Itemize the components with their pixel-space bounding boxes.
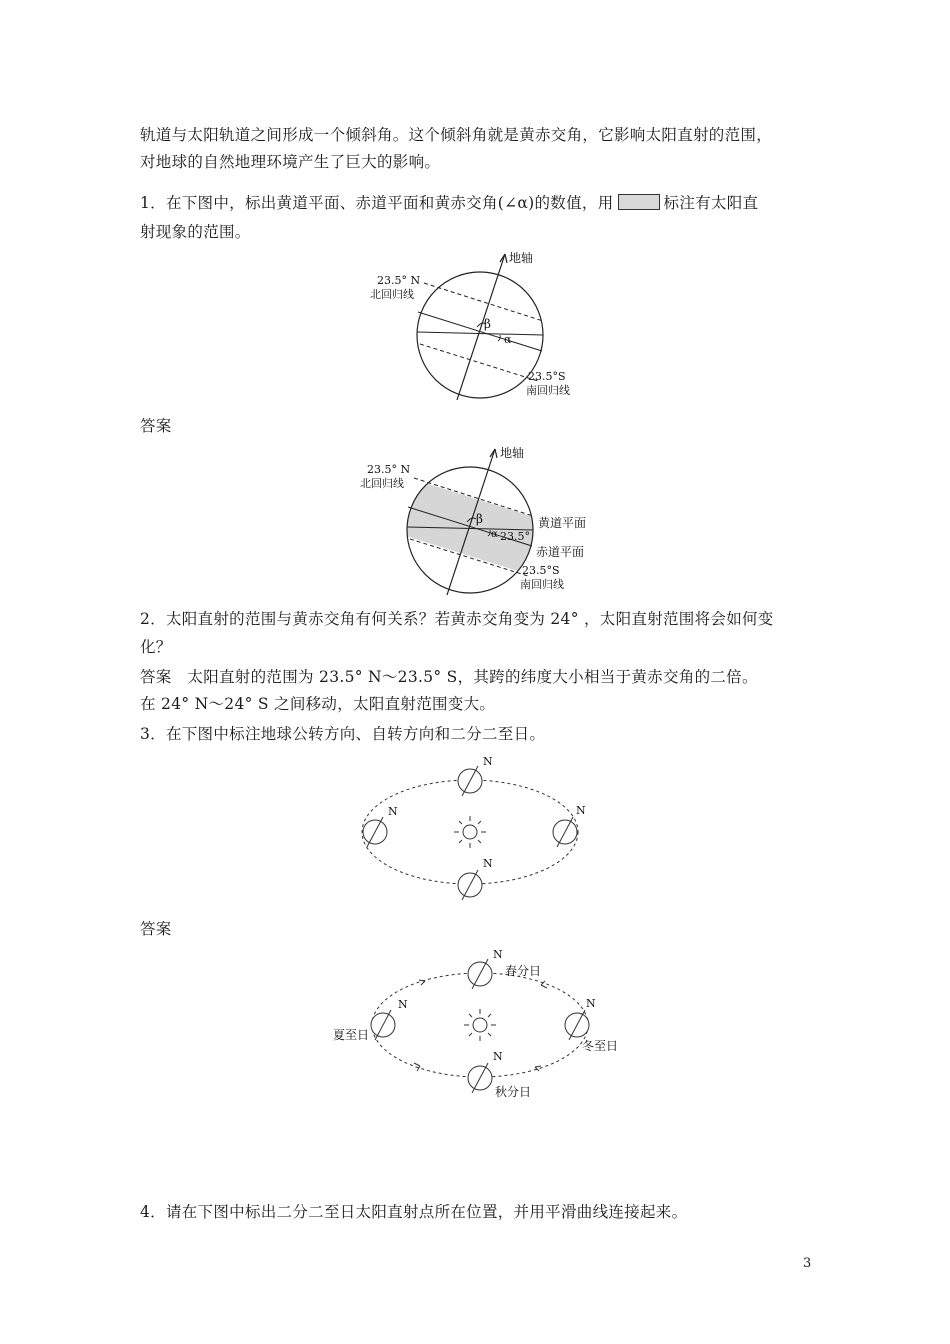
question-2-line-1: 2．太阳直射的范围与黄赤交角有何关系？若黄赤交角变为 24° ，太阳直射范围将会如何变 [140,610,774,628]
label-equator: 赤道平面 [536,545,585,559]
label-n-top: N [483,755,493,768]
earth-spring [468,959,492,989]
answer-2-line-2: 在 24° N～24° S 之间移动，太阳直射范围变大。 [140,695,496,713]
page-number: 3 [803,1256,812,1271]
sun-icon [454,816,486,848]
label-axis: 地轴 [500,446,525,460]
shaded-swatch-icon [618,194,660,210]
label-n-left: N [388,805,398,818]
ecliptic-line [417,332,543,335]
question-1-line-1 [140,193,758,213]
label-south-lat: 23.5°S [528,370,566,383]
label-ecliptic: 黄道平面 [538,516,587,530]
earth-autumn [468,1063,492,1093]
label-alpha: α [504,333,512,346]
label-n-winter: N [586,997,596,1010]
label-summer: 夏至日 [333,1028,370,1042]
earth-top [458,766,482,796]
label-n-bottom: N [483,857,493,870]
earth-right [553,817,577,847]
label-alpha: α [491,529,498,540]
label-winter: 冬至日 [582,1039,619,1053]
intro-line-2: 对地球的自然地理环境产生了巨大的影响。 [140,153,441,171]
label-autumn: 秋分日 [495,1085,532,1099]
label-north-name: 北回归线 [360,477,404,490]
answer-label-3: 答案 [140,920,172,938]
label-north-lat: 23.5° N [367,463,411,476]
figure-tilt-diagram-answer [350,443,610,598]
figure-tilt-diagram [360,248,600,403]
earth-bottom [458,870,482,900]
question-2-line-2: 化？ [140,638,172,656]
label-north-lat: 23.5° N [377,274,421,287]
label-n-right: N [576,804,586,817]
question-3-line-1: 3．在下图中标注地球公转方向、自转方向和二分二至日。 [140,725,546,743]
sun-icon [464,1009,496,1041]
tropic-capricorn-line [420,344,538,381]
label-north-name: 北回归线 [370,288,414,301]
label-beta: β [476,512,483,526]
label-n-summer: N [398,998,408,1011]
question-1-text-b: 标注有太阳直 [663,194,759,212]
intro-line-1: 轨道与太阳轨道之间形成一个倾斜角。这个倾斜角就是黄赤交角，它影响太阳直射的范围， [140,126,773,144]
question-1-text-a: 1．在下图中，标出黄道平面、赤道平面和黄赤交角(∠α)的数值，用 [140,194,614,212]
answer-2-line-1: 答案 太阳直射的范围为 23.5° N～23.5° S，其跨的纬度大小相当于黄赤交角的二倍。 [140,668,758,686]
label-south-name: 南回归线 [526,384,570,397]
tropic-cancer-line [424,283,543,321]
equator-line [418,312,542,351]
question-4-line-1: 4．请在下图中标出二分二至日太阳直射点所在位置，并用平滑曲线连接起来。 [140,1203,688,1221]
label-angle: 23.5° [500,530,530,543]
orbit-ellipse [372,973,588,1077]
figure-orbit-answer [325,945,625,1105]
orbit-ellipse [362,780,578,884]
question-1-line-2: 射现象的范围。 [140,223,251,241]
label-n-autumn: N [493,1050,503,1063]
answer-label-1: 答案 [140,417,172,435]
label-beta: β [484,317,491,331]
label-n-spring: N [493,948,503,961]
label-south-name: 南回归线 [520,578,564,591]
label-axis: 地轴 [509,251,534,265]
orbit-arrow-icon [419,980,425,985]
label-south-lat: 23.5°S [522,564,560,577]
earth-left [363,817,387,847]
label-spring: 春分日 [505,964,542,978]
figure-orbit-blank [345,752,605,912]
